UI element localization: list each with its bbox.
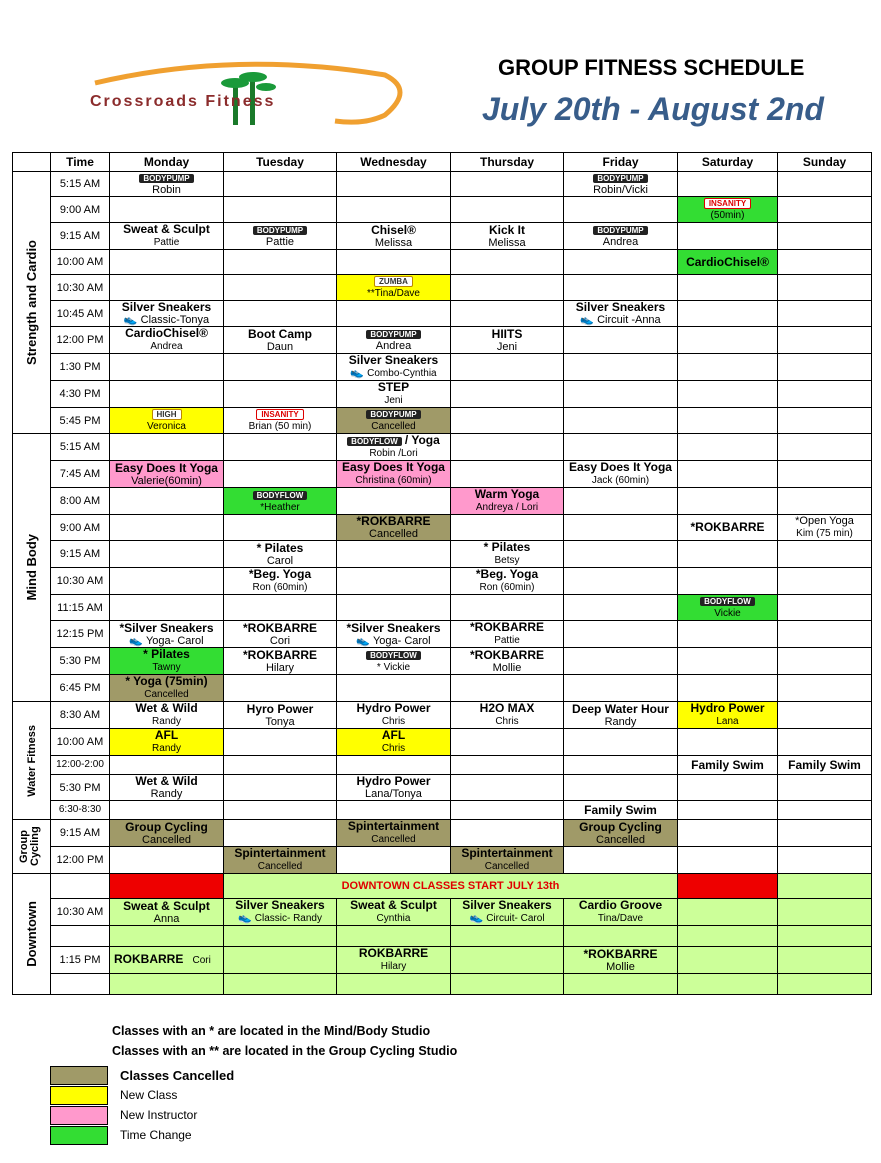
col-thursday: Thursday (451, 153, 564, 172)
time-cell: 1:15 PM (51, 947, 110, 974)
table-row (13, 354, 872, 381)
class-cell: BODYFLOW Vickie (678, 595, 778, 621)
class-cell: *Silver Sneakers 👟 Yoga- Carol (337, 621, 451, 648)
table-row (13, 488, 872, 515)
class-cell: Easy Does It Yoga Jack (60min) (564, 461, 678, 488)
high-logo-icon: HIGH (152, 409, 182, 420)
class-cell: ZUMBA **Tina/Dave (337, 275, 451, 301)
note-mind-body: Classes with an * are located in the Mind/Body Studio (112, 1024, 431, 1038)
legend-label: New Class (120, 1088, 178, 1102)
col-friday: Friday (564, 153, 678, 172)
time-cell: 12:00 PM (51, 327, 110, 354)
col-wednesday: Wednesday (337, 153, 451, 172)
time-cell: 5:15 AM (51, 434, 110, 461)
table-row (13, 434, 872, 461)
class-cell: Warm Yoga Andreya / Lori (451, 488, 564, 515)
legend-label: New Instructor (120, 1108, 198, 1122)
page-title: GROUP FITNESS SCHEDULE (498, 55, 805, 80)
table-row (13, 408, 872, 434)
class-cell: Silver Sneakers 👟 Circuit- Carol (451, 899, 564, 926)
class-cell: Hydro Power Lana (678, 702, 778, 729)
class-cell: STEP Jeni (337, 381, 451, 408)
legend-label: Time Change (120, 1128, 192, 1142)
class-cell: Deep Water Hour Randy (564, 702, 678, 729)
legend-item (50, 1065, 234, 1085)
class-cell: Wet & Wild Randy (110, 775, 224, 801)
class-cell: ROKBARRE Cori (110, 947, 224, 974)
sneaker-icon: 👟 (237, 912, 252, 924)
class-cell: Spintertainment Cancelled (224, 847, 337, 874)
class-cell: *ROKBARRE (678, 515, 778, 541)
class-cell: *ROKBARRE Pattie (451, 621, 564, 648)
sneaker-icon: 👟 (123, 314, 138, 326)
table-row (13, 820, 872, 847)
time-cell: 12:00-2:00 (51, 756, 110, 775)
table-row (13, 847, 872, 874)
class-cell: Group Cycling Cancelled (564, 820, 678, 847)
table-row (13, 381, 872, 408)
section-mind-body: Mind Body (13, 434, 51, 702)
class-cell: Cardio Groove Tina/Dave (564, 899, 678, 926)
time-cell: 9:00 AM (51, 515, 110, 541)
sneaker-icon: 👟 (350, 367, 365, 379)
class-cell: *Beg. Yoga Ron (60min) (224, 568, 337, 595)
class-cell: Easy Does It Yoga Christina (60min) (337, 461, 451, 488)
table-row (13, 702, 872, 729)
class-cell: BODYPUMP Robin/Vicki (564, 172, 678, 197)
class-cell: Family Swim (678, 756, 778, 775)
class-cell: Silver Sneakers 👟 Classic- Randy (224, 899, 337, 926)
logo-text: Crossroads Fitness (90, 93, 276, 110)
section-downtown: Downtown (13, 874, 51, 995)
note-cycling: Classes with an ** are located in the Group Cycling Studio (112, 1044, 458, 1058)
class-cell: Hyro Power Tonya (224, 702, 337, 729)
time-cell: 10:30 AM (51, 899, 110, 926)
class-cell: BODYFLOW / Yoga Robin /Lori (337, 434, 451, 461)
bodypump-logo-icon: BODYPUMP (139, 174, 193, 183)
legend-item (50, 1085, 234, 1105)
class-cell: CardioChisel® Andrea (110, 327, 224, 354)
table-row (13, 947, 872, 974)
bodypump-logo-icon: BODYPUMP (366, 410, 420, 419)
time-cell: 8:00 AM (51, 488, 110, 515)
class-cell: *ROKBARRE Cori (224, 621, 337, 648)
class-cell: CardioChisel® (678, 250, 778, 275)
time-cell: 5:30 PM (51, 775, 110, 801)
table-row (13, 568, 872, 595)
table-row (13, 775, 872, 801)
col-tuesday: Tuesday (224, 153, 337, 172)
table-row (13, 515, 872, 541)
class-cell: Wet & Wild Randy (110, 702, 224, 729)
class-cell: Kick It Melissa (451, 223, 564, 250)
table-row (13, 874, 872, 899)
class-cell: *ROKBARRE Mollie (564, 947, 678, 974)
time-cell: 12:00 PM (51, 847, 110, 874)
time-cell: 9:15 AM (51, 541, 110, 568)
legend-swatch (50, 1066, 108, 1085)
table-row (13, 974, 872, 995)
table-row (13, 301, 872, 327)
downtown-banner: DOWNTOWN CLASSES START JULY 13th (224, 874, 678, 899)
col-sunday: Sunday (778, 153, 872, 172)
sneaker-icon: 👟 (469, 912, 484, 924)
class-cell: AFL Randy (110, 729, 224, 756)
legend-swatch (50, 1106, 108, 1125)
bodyflow-logo-icon: BODYFLOW (700, 597, 755, 606)
class-cell: BODYPUMP Cancelled (337, 408, 451, 434)
class-cell: ROKBARRE Hilary (337, 947, 451, 974)
class-cell: Hydro Power Chris (337, 702, 451, 729)
table-row (13, 621, 872, 648)
class-cell: *ROKBARRE Mollie (451, 648, 564, 675)
class-cell: BODYFLOW * Vickie (337, 648, 451, 675)
date-range: July 20th - August 2nd (482, 91, 824, 127)
table-row (13, 172, 872, 197)
schedule-table (12, 152, 872, 995)
col-time: Time (51, 153, 110, 172)
class-cell: Chisel® Melissa (337, 223, 451, 250)
class-cell: HIGH Veronica (110, 408, 224, 434)
bodypump-logo-icon: BODYPUMP (593, 226, 647, 235)
table-row (13, 250, 872, 275)
table-row (13, 275, 872, 301)
class-cell: AFL Chris (337, 729, 451, 756)
logo (85, 55, 405, 130)
table-row (13, 461, 872, 488)
class-cell: *Silver Sneakers 👟 Yoga- Carol (110, 621, 224, 648)
header-row (13, 153, 872, 172)
legend (50, 1065, 234, 1145)
time-cell: 4:30 PM (51, 381, 110, 408)
legend-item (50, 1105, 234, 1125)
class-cell: *ROKBARRE Hilary (224, 648, 337, 675)
class-cell: BODYPUMP Andrea (337, 327, 451, 354)
table-row (13, 729, 872, 756)
time-cell: 9:15 AM (51, 820, 110, 847)
table-row (13, 541, 872, 568)
bodypump-logo-icon: BODYPUMP (366, 330, 420, 339)
class-cell: * Pilates Carol (224, 541, 337, 568)
table-row (13, 801, 872, 820)
class-cell: Family Swim (778, 756, 872, 775)
time-cell: 6:45 PM (51, 675, 110, 702)
time-cell: 10:30 AM (51, 568, 110, 595)
class-cell: Easy Does It Yoga Valerie(60min) (110, 461, 224, 488)
time-cell: 1:30 PM (51, 354, 110, 381)
table-row (13, 223, 872, 250)
class-cell: *Beg. Yoga Ron (60min) (451, 568, 564, 595)
class-cell: BODYFLOW *Heather (224, 488, 337, 515)
class-cell: BODYPUMP Andrea (564, 223, 678, 250)
bodyflow-logo-icon: BODYFLOW (347, 437, 402, 446)
class-cell: Sweat & Sculpt Anna (110, 899, 224, 926)
time-cell: 11:15 AM (51, 595, 110, 621)
class-cell: *Open Yoga Kim (75 min) (778, 515, 872, 541)
insanity-logo-icon: INSANITY (256, 409, 303, 420)
time-cell: 9:15 AM (51, 223, 110, 250)
corner-cell (13, 153, 51, 172)
table-row (13, 327, 872, 354)
insanity-logo-icon: INSANITY (704, 198, 751, 209)
table-row (13, 756, 872, 775)
class-cell: Family Swim (564, 801, 678, 820)
sneaker-icon: 👟 (580, 314, 595, 326)
col-saturday: Saturday (678, 153, 778, 172)
class-cell: Sweat & Sculpt Pattie (110, 223, 224, 250)
bodyflow-logo-icon: BODYFLOW (253, 491, 308, 500)
section-water: Water Fitness (13, 702, 51, 820)
class-cell: HIITS Jeni (451, 327, 564, 354)
time-cell: 9:00 AM (51, 197, 110, 223)
legend-swatch (50, 1086, 108, 1105)
time-cell: 5:30 PM (51, 648, 110, 675)
class-cell: Silver Sneakers 👟 Classic-Tonya (110, 301, 224, 327)
table-row (13, 675, 872, 702)
time-cell: 10:30 AM (51, 275, 110, 301)
legend-item (50, 1125, 234, 1145)
class-cell: INSANITY (50min) (678, 197, 778, 223)
class-cell: Hydro Power Lana/Tonya (337, 775, 451, 801)
time-cell: 5:45 PM (51, 408, 110, 434)
class-cell: Boot Camp Daun (224, 327, 337, 354)
time-cell: 10:00 AM (51, 250, 110, 275)
sneaker-icon: 👟 (356, 634, 371, 647)
bodyflow-logo-icon: BODYFLOW (366, 651, 421, 660)
time-cell: 5:15 AM (51, 172, 110, 197)
table-row (13, 899, 872, 926)
time-cell: 6:30-8:30 (51, 801, 110, 820)
zumba-logo-icon: ZUMBA (374, 276, 413, 287)
class-cell: Spintertainment Cancelled (451, 847, 564, 874)
col-monday: Monday (110, 153, 224, 172)
class-cell: * Pilates Betsy (451, 541, 564, 568)
time-cell: 10:00 AM (51, 729, 110, 756)
class-cell: Spintertainment Cancelled (337, 820, 451, 847)
time-cell: 8:30 AM (51, 702, 110, 729)
sneaker-icon: 👟 (129, 634, 144, 647)
table-row (13, 595, 872, 621)
time-cell: 7:45 AM (51, 461, 110, 488)
bodypump-logo-icon: BODYPUMP (253, 226, 307, 235)
legend-swatch (50, 1126, 108, 1145)
class-cell: Group Cycling Cancelled (110, 820, 224, 847)
class-cell: H2O MAX Chris (451, 702, 564, 729)
footnotes (112, 1021, 457, 1061)
class-cell: Silver Sneakers 👟 Circuit -Anna (564, 301, 678, 327)
class-cell: BODYPUMP Robin (110, 172, 224, 197)
table-row (13, 926, 872, 947)
class-cell: Sweat & Sculpt Cynthia (337, 899, 451, 926)
class-cell: BODYPUMP Pattie (224, 223, 337, 250)
bodypump-logo-icon: BODYPUMP (593, 174, 647, 183)
class-cell: Silver Sneakers 👟 Combo-Cynthia (337, 354, 451, 381)
section-strength: Strength and Cardio (13, 172, 51, 434)
legend-label: Classes Cancelled (120, 1067, 235, 1083)
class-cell: INSANITY Brian (50 min) (224, 408, 337, 434)
time-cell: 10:45 AM (51, 301, 110, 327)
class-cell: *ROKBARRE Cancelled (337, 515, 451, 541)
class-cell: * Yoga (75min) Cancelled (110, 675, 224, 702)
section-cycling: Group Cycling (13, 820, 51, 874)
table-row (13, 648, 872, 675)
class-cell: * Pilates Tawny (110, 648, 224, 675)
time-cell: 12:15 PM (51, 621, 110, 648)
table-row (13, 197, 872, 223)
